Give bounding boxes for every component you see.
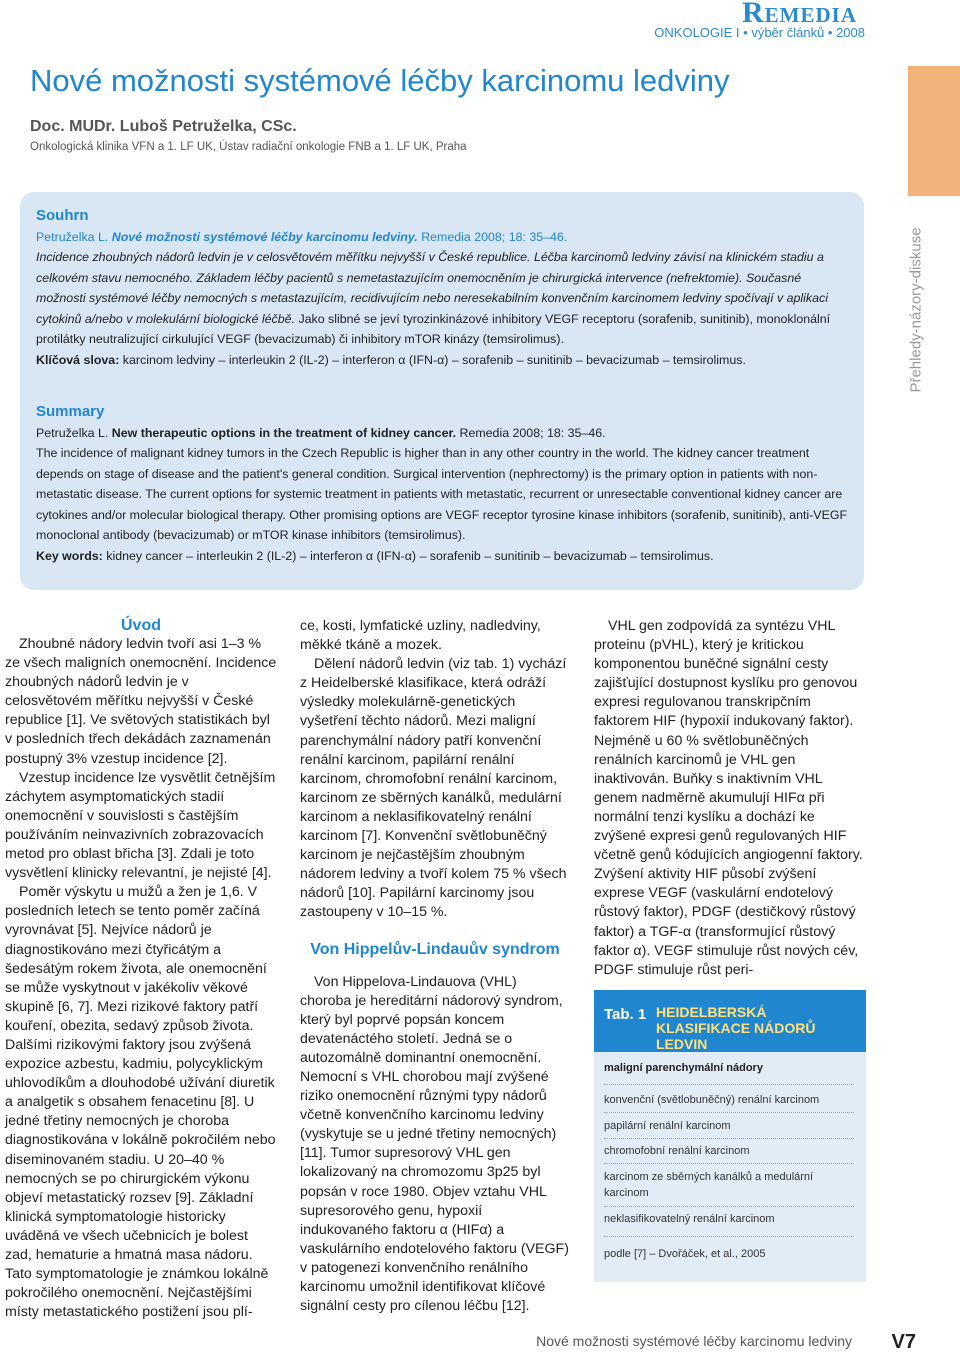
body-paragraph: ce, kosti, lymfatické uzliny, nadledviny, měkké tkáně a mozek.	[300, 618, 541, 654]
journal-logo: Remedia	[741, 0, 857, 29]
running-footer-title: Nové možnosti systémové léčby karcinomu ledviny	[536, 1333, 852, 1349]
summary-keywords-list: kidney cancer – interleukin 2 (IL-2) – interferon α (IFN-α) – sorafenib – sunitinib – bevacizumab – temsirolimus.	[106, 548, 714, 563]
souhrn-keywords	[36, 350, 852, 371]
table-row: karcinom ze sběrných kanálků a medulární karcinom	[604, 1171, 814, 1199]
summary-block	[36, 402, 852, 566]
souhrn-citation-source: Remedia 2008; 18: 35–46.	[421, 229, 568, 244]
table-source: podle [7] – Dvořáček, et al., 2005	[604, 1248, 766, 1260]
series-label: ONKOLOGIE I • výběr článků • 2008	[654, 25, 865, 40]
table-divider	[604, 1236, 854, 1237]
souhrn-keywords-list: karcinom ledviny – interleukin 2 (IL-2) – interferon α (IFN-α) – sorafenib – sunitinib – bevacizumab – temsirolimus.	[122, 352, 746, 367]
column-3	[594, 617, 866, 980]
intro-heading: Úvod	[121, 617, 161, 634]
table-title: HEIDELBERSKÁ KLASIFIKACE NÁDORŮ LEDVIN	[656, 1004, 816, 1052]
section-tab-marker	[908, 66, 960, 196]
souhrn-text	[36, 247, 852, 350]
intro-paragraph: Zhoubné nádory ledvin tvoří asi 1–3 % ze všech maligních onemocnění. Incidence zhoubných nádorů ledvin je v celosvětovém měřítku nejvyšší v České republice [1]. Ve světových statistikách byl v posledních třech dekádách zaznamenán postupný 3% vzestup incidence [2].	[5, 636, 277, 767]
summary-citation	[36, 423, 852, 444]
souhrn-citation-author: Petruželka L.	[36, 229, 109, 244]
section-side-label	[896, 220, 936, 400]
table-label: Tab. 1	[604, 1006, 647, 1023]
souhrn-citation-title: Nové možnosti systémové léčby karcinomu ledviny.	[111, 229, 418, 244]
table-divider	[604, 1112, 854, 1113]
intro-paragraph: Poměr výskytu u mužů a žen je 1,6. V posledních letech se tento poměr začíná vyrovnávat [5]. Nejvíce nádorů je diagnostikováno mezi čtyřicátým a šedesátým rokem života, ale onemocnění se může vyskytnout v jakékoliv věkové skupině [6, 7]. Mezi rizikové faktory patří kouření, obezita, sedavý způsob života. Dalšími rizikovými faktory jsou zvýšená expozice azbestu, kadmiu, polycyklickým uhlovodíkům a dlouhodobé užívání diuretik a analgetik s obsahem fenacetinu [8]. U jedné třetiny nemocných je choroba diagnostikována v lokálně pokročilém nebo diseminovaném stadiu. U 20–40 % nemocných se po chirurgickém výkonu objeví metastatický rozsev [9]. Základní klinická symptomatologie historicky uváděná ve všech učebnicích je bolest zad, hematurie a hmatná masa nádoru. Tato symptomatologie je známkou lokálně pokročilého onemocnění. Nejčastějšími místy metastatického postižení jsou plí-	[5, 884, 276, 1321]
body-paragraph: VHL gen zodpovídá za syntézu VHL proteinu (pVHL), který je kritickou komponentou buněčné signální cesty zajišťující dostupnost kyslíku pro genovou expresi regulovanou transkripčním faktorem HIF (hypoxií indukovaný faktor). Nejméně u 60 % světlobuněčných renálních karcinomů je VHL gen inaktivován. Buňky s inaktivním VHL genem nadměrně akumulují HIFα při normální tenzi kyslíku a dochází ke zvýšené expresi genů regulovaných HIF včetně genů kódujících angiogenní faktory. Zvýšení aktivity HIF působí zvýšení exprese VEGF (vaskulární endotelový růstový faktor), PDGF (destičkový růstový faktor) a TGF-α (transformující růstový faktor α). VEGF stimuluje růst nových cév, PDGF stimuluje růst peri-	[594, 618, 863, 978]
article-author: Doc. MUDr. Luboš Petruželka, CSc.	[30, 118, 297, 135]
table-column-header: maligní parenchymální nádory	[604, 1062, 763, 1074]
table-divider	[604, 1206, 854, 1207]
article-title: Nové možnosti systémové léčby karcinomu ledviny	[30, 63, 730, 98]
column-2	[300, 617, 570, 1316]
summary-keywords-label: Key words:	[36, 548, 103, 563]
summary-citation-source: Remedia 2008; 18: 35–46.	[459, 425, 606, 440]
souhrn-citation	[36, 227, 852, 248]
souhrn-text-plain: Jako slibné se jeví tyrozinkinázové inhibitory VEGF receptoru (sorafenib, sunitinib), monoklonální protilátky neutralizující cirkulující VEGF (bevacizumab) či inhibitory mTOR kinázy (temsirolimus).	[36, 311, 831, 346]
table-row: chromofobní renální karcinom	[604, 1145, 750, 1157]
table-divider	[604, 1084, 854, 1085]
body-paragraph: Von Hippelova-Lindauova (VHL) choroba je hereditární nádorový syndrom, který byl poprvé popsán koncem devatenáctého století. Jedná se o autozomálně dominantní onemocnění. Nemocní s VHL chorobou mají zvýšené riziko onemocnění různými typy nádorů včetně konvenčního karcinomu ledviny (vyskytuje se u jedné třetiny nemocných) [11]. Tumor supresorový VHL gen lokalizovaný na chromozomu 3p25 byl popsán v roce 1980. Objev vztahu VHL supresorového genu, hypoxií indukovaného faktoru α (HIFα) a vaskulárního endotelového faktoru (VEGF) v patogenezi konvenčního renálního karcinomu umožnil identifikovat klíčové signální cesty pro cílenou léčbu [12].	[300, 973, 569, 1315]
summary-heading: Summary	[36, 403, 105, 420]
table-row: papilární renální karcinom	[604, 1120, 731, 1132]
souhrn-block	[36, 206, 852, 370]
page-number: V7	[891, 1331, 916, 1353]
souhrn-heading: Souhrn	[36, 207, 89, 224]
table-divider	[604, 1163, 854, 1164]
table-divider	[604, 1138, 854, 1139]
table-row: konvenční (světlobuněčný) renální karcinom	[604, 1094, 820, 1106]
summary-keywords	[36, 546, 852, 567]
vhl-heading: Von Hippelův-Lindauův syndrom	[310, 940, 560, 958]
summary-citation-author: Petruželka L.	[36, 425, 109, 440]
table-row: neklasifikovatelný renální karcinom	[604, 1213, 775, 1225]
souhrn-text-italic: Incidence zhoubných nádorů ledvin je v celosvětovém měřítku nejvyšší v České republice. Léčba karcinomů ledviny závisí na klinickém stadiu a celkovém stavu nemocného. Základem léčby pacientů s nemetastazujícím onemocněním je chirurgická intervence (nefrektomie). Současné možnosti systémové léčby nemocných s metastazujícím, recidivujícím nebo neresekabilním konvenčním karcinomem ledviny spočívají v aplikaci cytokinů a/nebo v molekulární biologické léčbě.	[36, 250, 828, 326]
body-paragraph: Dělení nádorů ledvin (viz tab. 1) vychází z Heidelberské klasifikace, která odráží výsledky molekulárně-genetických vyšetření těchto nádorů. Mezi maligní parenchymální nádory patří konvenční renální karcinom, papilární renální karcinom, chromofobní renální karcinom, karcinom ze sběrných kanálků, medulární karcinom a neklasifikovatelný renální karcinom [7]. Konvenční světlobuněčný karcinom je nejčastějším zhoubným nádorem ledviny a tvoří kolem 75 % všech nádorů [10]. Papilární karcinomy jsou zastoupeny v 10–15 %.	[300, 656, 567, 921]
column-1	[5, 617, 277, 1322]
summary-text-plain: Surgical intervention (nephrectomy) is the primary option in patients with non-metastatic disease. The current options for systemic treatment in patients with metastatic, recurrent or unresectable conventional kidney cancer are cytokines and/or molecular biological therapy. Other promising options are VEGF receptor tyrosine kinase inhibitors (sorafenib, sunitinib), anti-VEGF monoclonal antibody (bevacizumab) or mTOR kinase inhibitors (temsirolimus).	[36, 466, 848, 542]
summary-text-italic: The incidence of malignant kidney tumors in the Czech Republic is higher than in any other country in the world. The kidney cancer treatment depends on stage of disease and the patient's general condition.	[36, 446, 810, 481]
summary-citation-title: New therapeutic options in the treatment of kidney cancer.	[111, 425, 457, 440]
intro-paragraph: Vzestup incidence lze vysvětlit četnějším záchytem asymptomatických stadií onemocnění v souvislosti s častějším používáním neinvazivních zobrazovacích metod pro oblast břicha [3]. Zdali je toto vysvětlení klinicky relevantní, je nejisté [4].	[5, 769, 276, 882]
article-affiliation: Onkologická klinika VFN a 1. LF UK, Ústav radiační onkologie FNB a 1. LF UK, Praha	[30, 141, 467, 153]
souhrn-keywords-label: Klíčová slova:	[36, 352, 120, 367]
section-side-label-text: Přehledy-názory-diskuse	[907, 227, 925, 393]
summary-text	[36, 443, 852, 546]
